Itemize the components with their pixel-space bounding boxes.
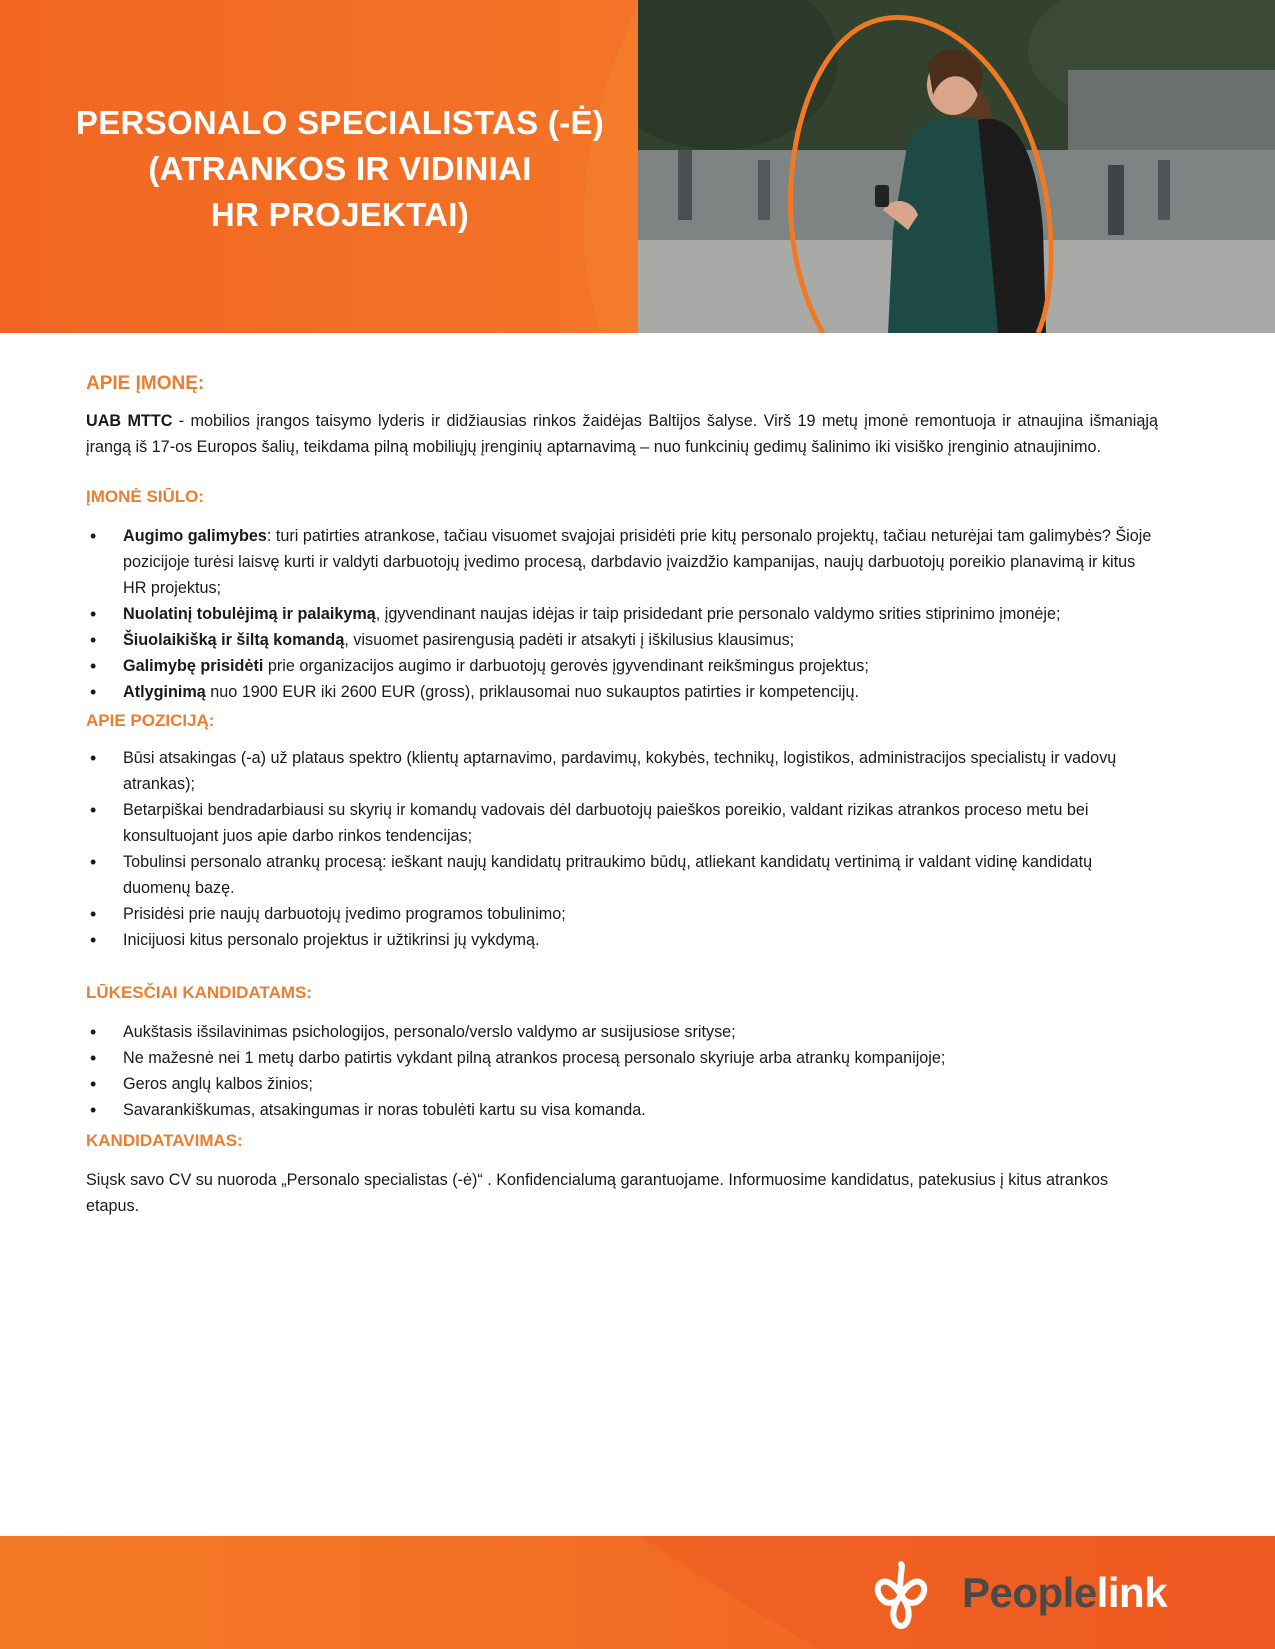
job-title-line: PERSONALO SPECIALISTAS (-Ė) (75, 104, 605, 141)
list-item: • Ne mažesnė nei 1 metų darbo patirtis vykdant pilną atrankos procesą personalo skyriuje arba atrankų kompanijoje; (86, 1045, 1158, 1071)
list-item (86, 523, 1158, 601)
position-list (86, 745, 1158, 953)
section-heading-about-company: APIE ĮMONĘ: (86, 373, 205, 394)
header-banner (0, 0, 1275, 333)
list-item: • Būsi atsakingas (-a) už plataus spektro (klientų aptarnavimo, pardavimų, kokybės, technikų, logistikos, administracijos specialistų ir vadovų atrankas); (86, 745, 1158, 797)
list-item: • Betarpiškai bendradarbiausi su skyrių ir komandų vadovais dėl darbuotojų paieškos poreikio, valdant rizikas atrankos proceso metu bei konsultuojant juos apie darbo rinkos tendencijas; (86, 797, 1158, 849)
about-company-description: - mobilios įrangos taisymo lyderis ir didžiausias rinkos žaidėjas Baltijos šalyse. Virš 19 metų įmonė remontuoja ir atnaujina išmaniąją įrangą iš 17-os Europos šalių, teikdama pilną mobiliųjų įrenginių aptarnavimą – nuo funkcinių gedimų šalinimo iki visiško įrenginio atnaujinimo. (86, 412, 1158, 456)
offer-text: , visuomet pasirengusią padėti ir atsakyti į iškilusius klausimus; (344, 631, 795, 649)
list-item (86, 679, 1158, 705)
offer-text: : turi patirties atrankose, tačiau visuomet svajojai prisidėti prie kitų personalo projektų, tačiau neturėjai tam galimybės? Šioje pozicijoje turėsi laisvę kurti ir valdyti darbuotojų įvedimo procesą, darbdavio įvaizdžio kampanijas, naujų darbuotojų poreikio planavimą ir kitus HR projektus; (123, 527, 1152, 597)
offers-list (86, 523, 1158, 705)
offer-highlight: Augimo galimybes (123, 527, 267, 545)
list-item: • Inicijuosi kitus personalo projektus ir užtikrinsi jų vykdymą. (86, 927, 1158, 953)
section-heading-application: KANDIDATAVIMAS: (86, 1131, 243, 1150)
job-title-line: HR PROJEKTAI) (210, 196, 470, 233)
list-item (86, 653, 1158, 679)
job-title (40, 100, 640, 238)
list-item: • Aukštasis išsilavinimas psichologijos, personalo/verslo valdymo ar susijusiose srityse; (86, 1019, 1158, 1045)
list-item (86, 601, 1158, 627)
job-description (86, 373, 1158, 1219)
expectations-list (86, 1019, 1158, 1123)
offer-highlight: Šiuolaikišką ir šiltą komandą (123, 631, 345, 649)
company-name: UAB MTTC (86, 412, 173, 430)
logo-wordmark-part2: link (1096, 1569, 1168, 1616)
offer-highlight: Galimybę prisidėti (123, 657, 264, 675)
job-title-line: (ATRANKOS IR VIDINIAI (148, 150, 532, 187)
section-heading-position: APIE POZICIJĄ: (86, 711, 215, 730)
footer-banner (0, 1536, 1275, 1649)
logo-wordmark (962, 1569, 1167, 1617)
list-item: • Savarankiškumas, atsakingumas ir noras tobulėti kartu su visa komanda. (86, 1097, 1158, 1123)
list-item (86, 627, 1158, 653)
about-company-text (86, 408, 1158, 460)
offer-text: nuo 1900 EUR iki 2600 EUR (gross), priklausomai nuo sukauptos patirties ir kompetencijų. (205, 683, 859, 701)
logo-wordmark-part1: People (962, 1569, 1097, 1616)
peoplelink-knot-icon (866, 1560, 936, 1630)
offer-text: , įgyvendinant naujas idėjas ir taip prisidedant prie personalo valdymo srities stiprinimo įmonėje; (375, 605, 1061, 623)
offer-highlight: Nuolatinį tobulėjimą ir palaikymą (123, 605, 376, 623)
list-item: • Prisidėsi prie naujų darbuotojų įvedimo programos tobulinimo; (86, 901, 1158, 927)
offer-text: prie organizacijos augimo ir darbuotojų gerovės įgyvendinant reikšmingus projektus; (263, 657, 869, 675)
peoplelink-logo (866, 1560, 1166, 1630)
section-heading-offers: ĮMONĖ SIŪLO: (86, 487, 205, 506)
list-item: • Geros anglų kalbos žinios; (86, 1071, 1158, 1097)
list-item: • Tobulinsi personalo atrankų procesą: ieškant naujų kandidatų pritraukimo būdų, atliekant kandidatų vertinimą ir valdant vidinę kandidatų duomenų bazę. (86, 849, 1158, 901)
header-photo (638, 0, 1275, 333)
offer-highlight: Atlyginimą (123, 683, 206, 701)
application-text: Siųsk savo CV su nuoroda „Personalo specialistas (-ė)“ . Konfidencialumą garantuojame. Informuosime kandidatus, patekusius į kitus atrankos etapus. (86, 1171, 1109, 1215)
section-heading-expectations: LŪKESČIAI KANDIDATAMS: (86, 983, 313, 1002)
